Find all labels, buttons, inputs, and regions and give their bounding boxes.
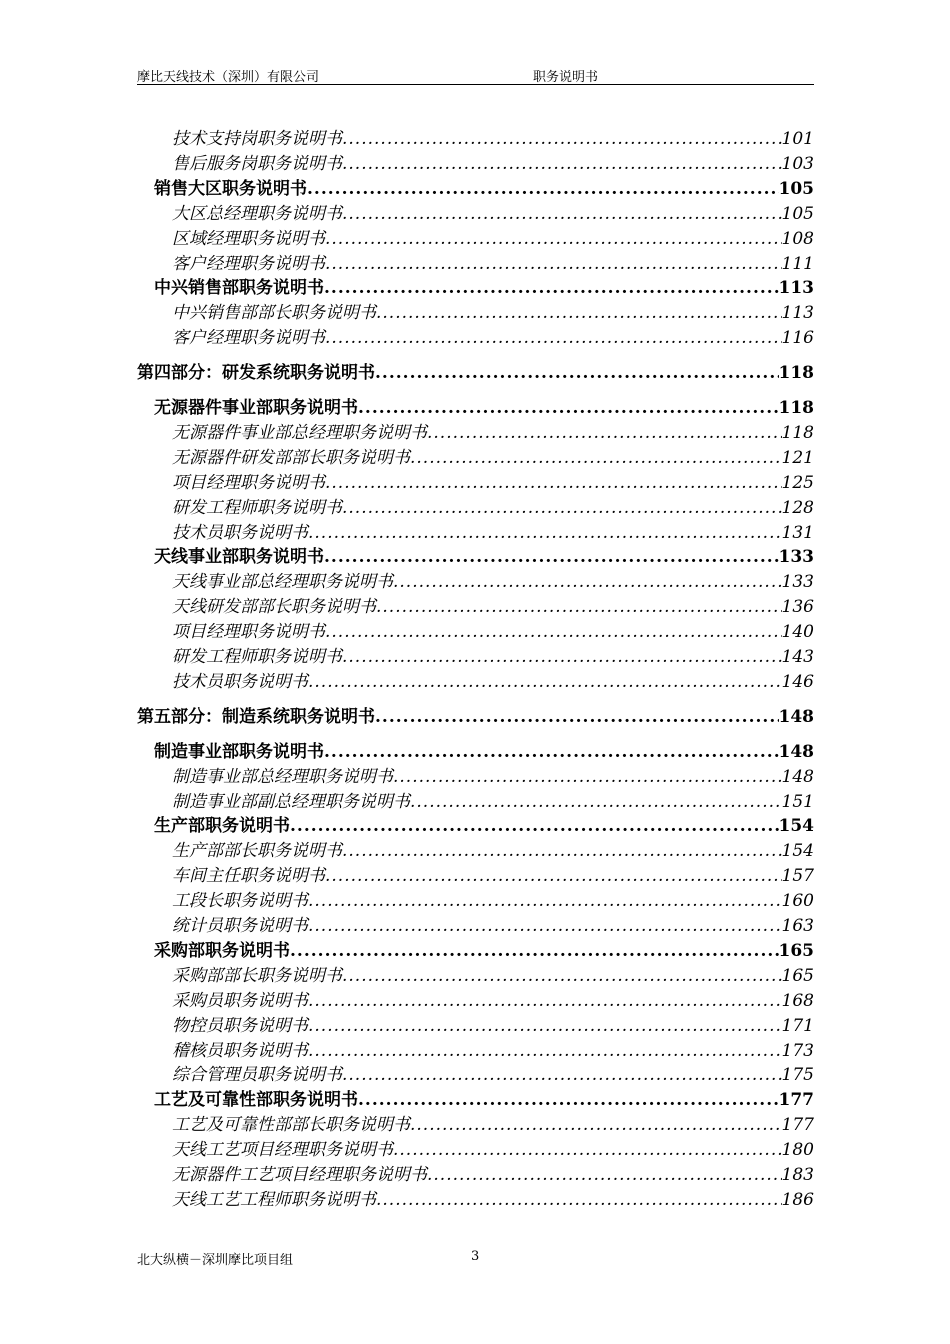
toc-leader-dots <box>393 767 782 786</box>
toc-entry-title: 制造事业部副总经理职务说明书 <box>172 791 410 811</box>
toc-entry-title: 车间主任职务说明书 <box>172 866 325 886</box>
toc-entry-title: 客户经理职务说明书 <box>172 328 325 348</box>
toc-entry-page: 148 <box>778 706 814 726</box>
toc-entry-title: 中兴销售部职务说明书 <box>154 278 324 298</box>
toc-entry-page: 125 <box>781 472 814 492</box>
toc-entry-page: 183 <box>781 1165 814 1184</box>
toc-entry-page: 108 <box>781 228 814 248</box>
toc-leader-dots <box>307 179 779 198</box>
toc-entry[interactable] <box>172 567 814 591</box>
toc-leader-dots <box>393 572 782 591</box>
toc-leader-dots <box>427 423 782 442</box>
toc-entry-title: 售后服务岗职务说明书 <box>172 153 342 173</box>
toc-entry-page: 168 <box>781 990 814 1010</box>
toc-entry-page: 118 <box>778 363 814 383</box>
footer-organization: 北大纵横－深圳摩比项目组 <box>137 1253 294 1268</box>
toc-leader-dots <box>342 129 782 148</box>
toc-entry-page: 154 <box>781 841 814 861</box>
toc-leader-dots <box>325 328 782 347</box>
toc-entry-title: 采购部职务说明书 <box>154 940 290 960</box>
toc-entry-title: 制造事业部总经理职务说明书 <box>172 766 393 786</box>
toc-entry[interactable] <box>172 1110 814 1134</box>
toc-entry[interactable] <box>154 1085 814 1109</box>
toc-leader-dots <box>308 916 782 935</box>
toc-leader-dots <box>290 816 779 835</box>
toc-leader-dots <box>427 1165 782 1184</box>
toc-entry-title: 客户经理职务说明书 <box>172 253 325 273</box>
toc-entry-title: 技术员职务说明书 <box>172 671 308 691</box>
toc-entry[interactable] <box>154 542 814 566</box>
toc-leader-dots <box>376 597 782 616</box>
toc-leader-dots <box>324 547 779 566</box>
toc-entry[interactable] <box>172 249 814 273</box>
toc-entry-title: 项目经理职务说明书 <box>172 472 325 492</box>
toc-entry-title: 大区总经理职务说明书 <box>172 203 342 223</box>
toc-entry-title: 技术支持岗职务说明书 <box>172 129 342 148</box>
toc-entry-page: 136 <box>781 597 814 617</box>
toc-entry[interactable] <box>154 737 814 761</box>
toc-leader-dots <box>342 1065 782 1084</box>
toc-leader-dots <box>342 498 782 517</box>
toc-entry[interactable] <box>154 393 814 417</box>
toc-entry-page: 140 <box>781 622 814 642</box>
toc-entry-page: 101 <box>781 129 814 148</box>
toc-entry-title: 技术员职务说明书 <box>172 522 308 542</box>
toc-entry[interactable] <box>154 273 814 297</box>
toc-entry-page: 128 <box>781 497 814 517</box>
toc-leader-dots <box>325 622 782 641</box>
toc-leader-dots <box>410 792 782 811</box>
toc-leader-dots <box>325 866 782 885</box>
toc-entry[interactable] <box>172 787 814 811</box>
toc-entry-title: 制造事业部职务说明书 <box>154 741 324 761</box>
toc-entry[interactable] <box>172 1036 814 1060</box>
toc-entry[interactable] <box>172 493 814 517</box>
header-company: 摩比天线技术（深圳）有限公司 <box>137 70 320 85</box>
header-document-title: 职务说明书 <box>533 70 599 85</box>
toc-entry[interactable] <box>172 224 814 248</box>
toc-entry-title: 无源器件研发部部长职务说明书 <box>172 447 410 467</box>
toc-entry-page: 113 <box>778 278 814 298</box>
toc-entry[interactable] <box>172 886 814 910</box>
toc-entry-title: 无源器件事业部总经理职务说明书 <box>172 422 427 442</box>
toc-entry-title: 采购部部长职务说明书 <box>172 965 342 985</box>
toc-entry[interactable] <box>137 358 814 382</box>
toc-entry-page: 160 <box>781 891 814 911</box>
toc-leader-dots <box>308 1041 782 1060</box>
toc-entry[interactable] <box>172 149 814 173</box>
toc-entry-title: 区域经理职务说明书 <box>172 228 325 248</box>
page-header <box>137 66 814 85</box>
toc-entry[interactable] <box>172 323 814 347</box>
toc-entry[interactable] <box>154 936 814 960</box>
toc-entry[interactable] <box>172 961 814 985</box>
toc-entry[interactable] <box>137 702 814 726</box>
toc-entry-page: 133 <box>781 572 814 592</box>
toc-entry-page: 105 <box>781 203 814 223</box>
toc-entry-page: 165 <box>781 965 814 985</box>
toc-entry[interactable] <box>172 592 814 616</box>
toc-leader-dots <box>325 254 782 273</box>
toc-entry-title: 采购员职务说明书 <box>172 990 308 1010</box>
toc-entry-page: 177 <box>781 1115 814 1135</box>
toc-leader-dots <box>308 672 782 691</box>
toc-entry-title: 天线事业部职务说明书 <box>154 547 324 567</box>
toc-entry[interactable] <box>172 298 814 322</box>
toc-entry-page: 116 <box>781 328 814 348</box>
toc-entry[interactable] <box>172 1060 814 1084</box>
toc-leader-dots <box>290 941 779 960</box>
toc-entry[interactable] <box>172 986 814 1010</box>
toc-entry-title: 工艺及可靠性部部长职务说明书 <box>172 1115 410 1135</box>
toc-entry-page: 151 <box>781 791 814 811</box>
toc-entry-page: 105 <box>778 178 814 198</box>
toc-entry-title: 工艺及可靠性部职务说明书 <box>154 1090 358 1110</box>
toc-leader-dots <box>358 398 779 417</box>
toc-entry-page: 148 <box>781 766 814 786</box>
toc-entry-title: 生产部职务说明书 <box>154 816 290 836</box>
toc-leader-dots <box>342 204 782 223</box>
toc-entry[interactable] <box>172 1185 814 1209</box>
toc-entry-title: 无源器件事业部职务说明书 <box>154 398 358 417</box>
toc-entry[interactable] <box>154 811 814 835</box>
toc-entry-page: 111 <box>781 253 814 273</box>
toc-entry[interactable] <box>172 911 814 935</box>
toc-entry-page: 103 <box>781 153 814 173</box>
toc-entry-title: 生产部部长职务说明书 <box>172 841 342 861</box>
toc-leader-dots <box>325 229 782 248</box>
toc-entry-page: 143 <box>781 647 814 666</box>
toc-leader-dots <box>325 473 782 492</box>
toc-entry-title: 天线事业部总经理职务说明书 <box>172 572 393 592</box>
toc-entry[interactable] <box>172 617 814 641</box>
toc-entry[interactable] <box>172 861 814 885</box>
toc-entry-page: 118 <box>781 422 814 442</box>
toc-leader-dots <box>358 1090 779 1109</box>
toc-entry[interactable] <box>172 468 814 492</box>
toc-entry-page: 113 <box>781 303 814 323</box>
toc-entry-title: 销售大区职务说明书 <box>154 178 307 198</box>
toc-entry[interactable] <box>172 667 814 691</box>
toc-entry-title: 天线研发部部长职务说明书 <box>172 597 376 617</box>
toc-entry[interactable] <box>172 443 814 467</box>
toc-entry-page: 186 <box>781 1189 814 1209</box>
toc-entry-page: 154 <box>778 816 814 836</box>
toc-entry-page: 133 <box>778 547 814 567</box>
toc-entry-title: 无源器件工艺项目经理职务说明书 <box>172 1165 427 1184</box>
toc-leader-dots <box>342 647 782 666</box>
toc-entry[interactable] <box>172 762 814 786</box>
toc-entry-page: 157 <box>781 866 814 886</box>
toc-entry[interactable] <box>172 518 814 542</box>
toc-entry-title: 天线工艺项目经理职务说明书 <box>172 1140 393 1160</box>
toc-entry-page: 180 <box>781 1140 814 1160</box>
toc-entry-title: 工段长职务说明书 <box>172 891 308 911</box>
toc-entry[interactable] <box>172 124 814 148</box>
toc-entry-page: 148 <box>778 741 814 761</box>
toc-entry-title: 综合管理员职务说明书 <box>172 1065 342 1085</box>
toc-leader-dots <box>342 966 782 985</box>
toc-entry[interactable] <box>172 836 814 860</box>
toc-entry-title: 物控员职务说明书 <box>172 1015 308 1035</box>
toc-entry[interactable] <box>154 174 814 198</box>
toc-entry-page: 121 <box>781 447 814 467</box>
toc-leader-dots <box>308 991 782 1010</box>
toc-entry[interactable] <box>172 1135 814 1159</box>
toc-entry-title: 中兴销售部部长职务说明书 <box>172 303 376 323</box>
toc-leader-dots <box>308 891 782 910</box>
toc-entry-title: 稽核员职务说明书 <box>172 1040 308 1060</box>
toc-leader-dots <box>324 742 779 761</box>
toc-entry[interactable] <box>172 1011 814 1035</box>
toc-leader-dots <box>308 1016 782 1035</box>
toc-leader-dots <box>308 523 782 542</box>
toc-entry-title: 第五部分：制造系统职务说明书 <box>137 706 375 726</box>
toc-entry-page: 163 <box>781 916 814 935</box>
toc-leader-dots <box>342 154 782 173</box>
toc-entry-page: 173 <box>781 1040 814 1060</box>
toc-leader-dots <box>376 303 782 322</box>
toc-leader-dots <box>375 707 779 726</box>
toc-entry-page: 177 <box>778 1090 814 1110</box>
toc-entry-title: 第四部分：研发系统职务说明书 <box>137 363 375 383</box>
toc-entry-page: 165 <box>778 940 814 960</box>
toc-leader-dots <box>410 1115 782 1134</box>
toc-leader-dots <box>410 448 782 467</box>
toc-entry-page: 118 <box>778 398 814 417</box>
toc-entry-title: 研发工程师职务说明书 <box>172 647 342 666</box>
toc-entry[interactable] <box>172 199 814 223</box>
toc-entry-page: 146 <box>781 671 814 691</box>
toc-entry[interactable] <box>172 642 814 666</box>
page-number: 3 <box>471 1249 480 1264</box>
toc-entry[interactable] <box>172 1160 814 1184</box>
toc-leader-dots <box>342 841 782 860</box>
toc-leader-dots <box>393 1140 782 1159</box>
toc-entry-page: 131 <box>781 522 814 542</box>
toc-entry-title: 研发工程师职务说明书 <box>172 497 342 517</box>
toc-entry-title: 天线工艺工程师职务说明书 <box>172 1189 376 1209</box>
toc-leader-dots <box>324 278 779 297</box>
toc-entry-page: 175 <box>781 1065 814 1085</box>
toc-entry-title: 项目经理职务说明书 <box>172 622 325 642</box>
toc-entry-title: 统计员职务说明书 <box>172 916 308 935</box>
toc-leader-dots <box>375 363 779 382</box>
toc-entry[interactable] <box>172 418 814 442</box>
toc-entry-page: 171 <box>781 1015 814 1035</box>
toc-leader-dots <box>376 1190 782 1209</box>
